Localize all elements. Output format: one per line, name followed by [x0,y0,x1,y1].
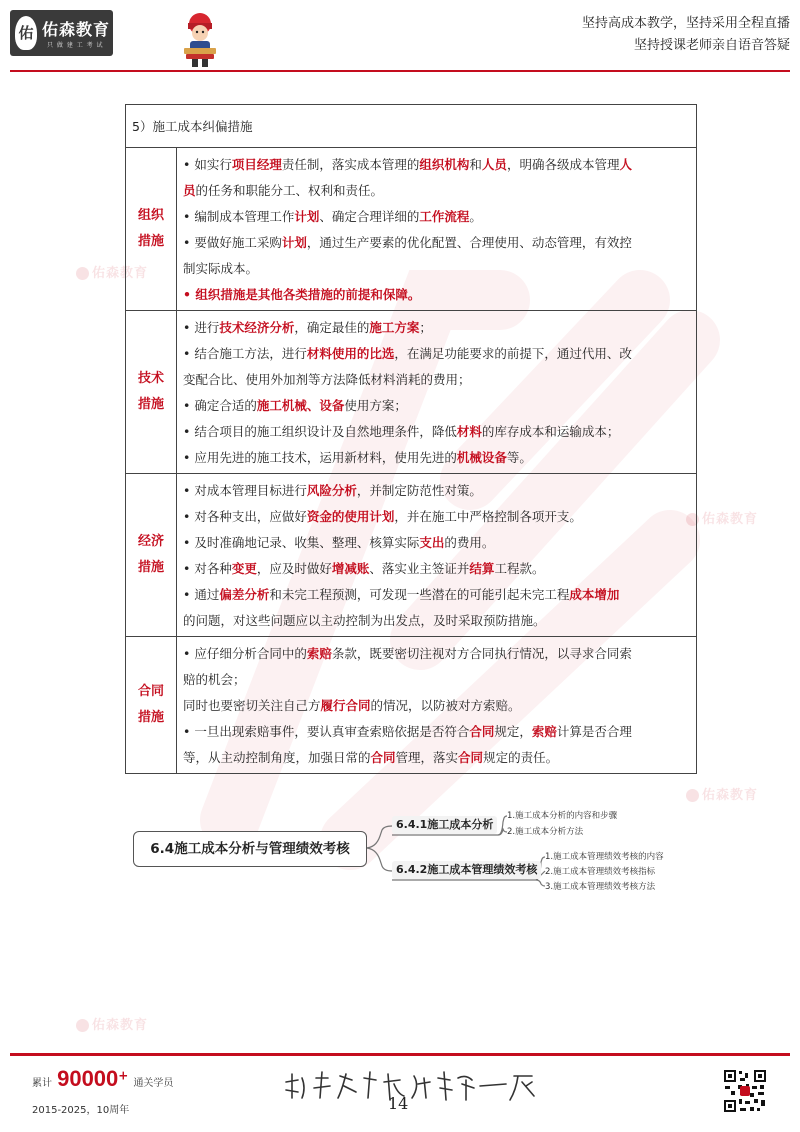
highlighted-term: 合同 [370,750,396,765]
brand-logo [10,10,113,56]
measure-label [126,637,177,774]
text-segment: • 及时准确地记录、收集、整理、核算实际 [183,535,420,550]
text-segment: ，确定最佳的 [294,320,370,335]
highlighted-term: 成本增加 [569,587,620,602]
highlighted-term: 履行合同 [320,698,371,713]
text-segment: 同时也要密切关注自己方 [183,698,321,713]
content-line [183,367,690,393]
highlighted-term: 变更 [231,561,257,576]
text-segment: 的库存成本和运输成本； [481,424,620,439]
content-line [183,204,690,230]
content-line [183,393,690,419]
text-segment: ，明确各级成本管理 [506,157,620,172]
highlighted-term: 合同 [458,750,484,765]
handwritten-motto-icon [280,1068,540,1108]
measure-content [177,311,697,474]
content-line [183,445,690,471]
text-segment: ，应及时做好 [256,561,332,576]
measure-label-line: 措施 [137,397,164,412]
text-segment: • 通过 [183,587,220,602]
measure-label [126,148,177,311]
watermark-text: 佑森教育 [686,508,758,527]
text-segment: 制实际成本。 [183,261,259,276]
cost-correction-table [125,104,697,774]
text-segment: 变配合比、使用外加剂等方法降低材料消耗的费用； [183,372,471,387]
text-segment: 、确定合理详细的 [319,209,420,224]
highlighted-term: 组织机构 [419,157,470,172]
text-segment: • 对成本管理目标进行 [183,483,307,498]
mindmap-leaf: 2.施工成本分析方法 [507,827,584,837]
highlighted-term: 技术经济分析 [219,320,295,335]
text-segment: ，并在施工中严格控制各项开支。 [394,509,582,524]
measure-label-line: 组织 [137,208,164,223]
highlighted-term: 风险分析 [306,483,357,498]
mindmap-leaf: 1.施工成本分析的内容和步骤 [507,811,618,821]
text-segment: 的问题，对这些问题应以主动控制为出发点，及时采取预防措施。 [183,613,546,628]
text-segment: 。 [469,209,482,224]
highlighted-term: 材料 [456,424,482,439]
highlighted-term: 机械设备 [456,450,507,465]
content-line [183,530,690,556]
text-segment: • 编制成本管理工作 [183,209,295,224]
text-segment: 规定的责任。 [483,750,559,765]
watermark-text: 佑森教育 [76,1014,148,1033]
measure-label-line: 经济 [137,534,164,549]
watermark-text: 佑森教育 [76,262,148,281]
content-line [183,152,690,178]
measure-content [177,474,697,637]
content-line [183,745,690,771]
content-line [183,419,690,445]
highlighted-term: 结算 [469,561,495,576]
text-segment: 等，从主动控制角度，加强日常的 [183,750,371,765]
measure-label-line: 技术 [137,371,164,386]
page-header [0,0,800,72]
content-line [183,282,690,308]
content-line [183,556,690,582]
header-slogan [582,13,790,57]
content-line [183,693,690,719]
table-title: 5）施工成本纠偏措施 [126,105,697,148]
text-segment: • 应用先进的施工技术，运用新材料，使用先进的 [183,450,457,465]
measure-content [177,637,697,774]
content-line [183,478,690,504]
student-count [32,1066,173,1092]
text-segment: ； [419,320,432,335]
content-line [183,256,690,282]
count-number: 90000 [57,1066,119,1091]
years-text: 2015-2025，10周年 [32,1105,130,1116]
count-suffix: 通关学员 [133,1078,174,1089]
mindmap-branch: 6.4.1施工成本分析 [392,816,497,834]
text-segment: • 进行 [183,320,220,335]
text-segment: • 对各种支出，应做好 [183,509,307,524]
text-segment: 使用方案； [344,398,407,413]
page-number: 14 [388,1094,409,1113]
content-line [183,667,690,693]
logo-name: 佑森教育 [42,20,111,39]
highlighted-term: 索赔 [306,646,332,661]
content-line [183,504,690,530]
highlighted-term: 施工方案 [369,320,420,335]
measure-content [177,148,697,311]
mindmap-leaf: 2.施工成本管理绩效考核指标 [545,867,656,877]
measure-label [126,474,177,637]
highlighted-term: 施工机械、设备 [256,398,345,413]
table-row [126,474,697,637]
mascot-icon [178,10,222,68]
text-segment: 责任制，落实成本管理的 [281,157,420,172]
text-segment: 、落实业主签证并 [369,561,470,576]
text-segment: • 结合施工方法，进行 [183,346,307,361]
highlighted-term: 计划 [281,235,307,250]
text-segment: 的情况，以防被对方索赔。 [370,698,521,713]
logo-tagline: 只 做 建 工 考 试 [47,42,104,49]
text-segment: 的任务和职能分工、权利和责任。 [195,183,384,198]
measure-label-line: 措施 [137,234,164,249]
footer-divider [10,1053,790,1056]
count-prefix: 累计 [32,1078,52,1089]
highlighted-term: 偏差分析 [219,587,270,602]
text-segment: • 应仔细分析合同中的 [183,646,307,661]
text-segment: • 结合项目的施工组织设计及自然地理条件，降低 [183,424,457,439]
text-segment: 规定， [494,724,532,739]
slogan-line-1: 坚持高成本教学，坚持采用全程直播 [581,16,790,31]
text-segment: 条款，既要密切注视对方合同执行情况，以寻求合同索 [331,646,632,661]
qr-code-icon [722,1068,768,1114]
text-segment: ，通过生产要素的优化配置、合理使用、动态管理，有效控 [306,235,632,250]
text-segment: • 如实行 [183,157,232,172]
mindmap-leaf: 3.施工成本管理绩效考核方法 [545,882,656,892]
measure-label [126,311,177,474]
text-segment: 的费用。 [444,535,495,550]
measure-label-line: 措施 [137,560,164,575]
watermark-text: 佑森教育 [686,784,758,803]
highlighted-term: 支出 [419,535,445,550]
highlighted-term: 人 [619,157,632,172]
mindmap-root: 6.4施工成本分析与管理绩效考核 [133,831,367,867]
table-row [126,637,697,774]
mindmap-branch: 6.4.2施工成本管理绩效考核 [392,861,541,879]
content-line [183,582,690,608]
content-line [183,719,690,745]
text-segment: 和未完工程预测，可发现一些潜在的可能引起未完工程 [269,587,570,602]
highlighted-term: 工作流程 [419,209,470,224]
text-segment: 工程款。 [494,561,545,576]
text-segment: • 要做好施工采购 [183,235,282,250]
highlighted-term: 人员 [481,157,507,172]
content-line [183,341,690,367]
logo-mark-icon: 佑 [15,16,37,50]
content-line [183,315,690,341]
content-line [183,178,690,204]
highlighted-term: • 组织措施是其他各类措施的前提和保障。 [183,287,421,302]
measure-label-line: 措施 [137,710,164,725]
text-segment: 计算是否合理 [556,724,632,739]
highlighted-term: 索赔 [531,724,557,739]
table-row [126,311,697,474]
text-segment: 等。 [506,450,532,465]
text-segment: • 对各种 [183,561,232,576]
text-segment: 和 [469,157,482,172]
text-segment: ，在满足功能要求的前提下，通过代用、改 [394,346,632,361]
measure-label-line: 合同 [137,684,164,699]
slogan-line-2: 坚持授课老师亲自语音答疑 [633,38,790,53]
table-row [126,148,697,311]
text-segment: ，并制定防范性对策。 [356,483,482,498]
text-segment: 管理，落实 [395,750,459,765]
header-divider [10,70,790,72]
content-line [183,641,690,667]
content-line [183,608,690,634]
highlighted-term: 合同 [469,724,495,739]
text-segment: • 确定合适的 [183,398,257,413]
highlighted-term: 项目经理 [231,157,282,172]
mindmap-leaf: 1.施工成本管理绩效考核的内容 [545,852,664,862]
highlighted-term: 增减账 [331,561,370,576]
content-line [183,230,690,256]
highlighted-term: 材料使用的比选 [306,346,395,361]
highlighted-term: 资金的使用计划 [306,509,395,524]
highlighted-term: 员 [183,183,196,198]
text-segment: 赔的机会； [183,672,246,687]
count-plus: + [118,1068,129,1083]
highlighted-term: 计划 [294,209,320,224]
text-segment: • 一旦出现索赔事件，要认真审查索赔依据是否符合 [183,724,470,739]
